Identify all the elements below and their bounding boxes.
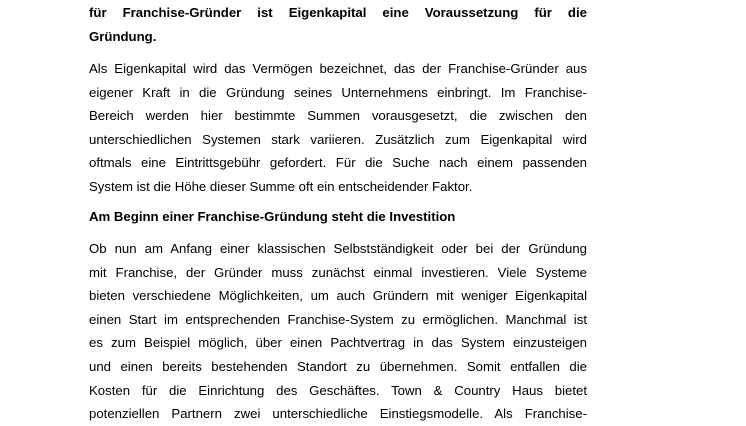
paragraph-line: einen Start im entsprechenden Franchise-System zu ermöglichen. Manchmal ist (89, 311, 587, 327)
paragraph-line: oftmals eine Eintrittsgebühr gefordert. Für die Suche nach einem passenden (89, 155, 587, 171)
paragraph-line: Als Eigenkapital wird das Vermögen bezeichnet, das der Franchise-Gründer aus (89, 61, 587, 76)
intro-heading-line: Gründung. (89, 28, 157, 44)
paragraph-line: bieten verschiedene Möglichkeiten, um auch Gründern mit weniger Eigenkapital (89, 288, 587, 304)
paragraph-line: es zum Beispiel möglich, über einen Pachtvertrag in das System einzusteigen (89, 335, 587, 351)
paragraph-line: Ob nun am Anfang einer klassischen Selbstständigkeit oder bei der Gründung (89, 241, 587, 256)
paragraph-line: Bereich werden hier bestimmte Summen vorausgesetzt, die zwischen den (89, 108, 587, 124)
paragraph-line: mit Franchise, der Gründer muss zunächst einmal investieren. Viele Systeme (89, 264, 587, 280)
paragraph-line: unterschiedlichen Systemen stark variieren. Zusätzlich zum Eigenkapital wird (89, 131, 587, 147)
paragraph-equity (89, 57, 587, 199)
paragraph-line: Kosten für die Einrichtung des Geschäftes. Town & Country Haus bietet (89, 382, 587, 398)
intro-heading-line: für Franchise-Gründer ist Eigenkapital eine Voraussetzung für die (89, 5, 587, 20)
paragraph-line: System ist die Höhe dieser Summe oft ein entscheidender Faktor. (89, 178, 473, 194)
paragraph-line: potenziellen Partnern zwei unterschiedliche Einstiegsmodelle. Als Franchise- (89, 406, 587, 422)
section-heading-text: Am Beginn einer Franchise-Gründung steht die Investition (89, 209, 456, 224)
paragraph-line: eigener Kraft in die Gründung seines Unternehmens einbringt. Im Franchise- (89, 84, 587, 100)
section-heading (89, 205, 587, 229)
intro-heading (89, 1, 587, 48)
paragraph-line: und einen bereits bestehenden Standort zu übernehmen. Somit entfallen die (89, 358, 587, 374)
paragraph-investment (89, 237, 587, 426)
